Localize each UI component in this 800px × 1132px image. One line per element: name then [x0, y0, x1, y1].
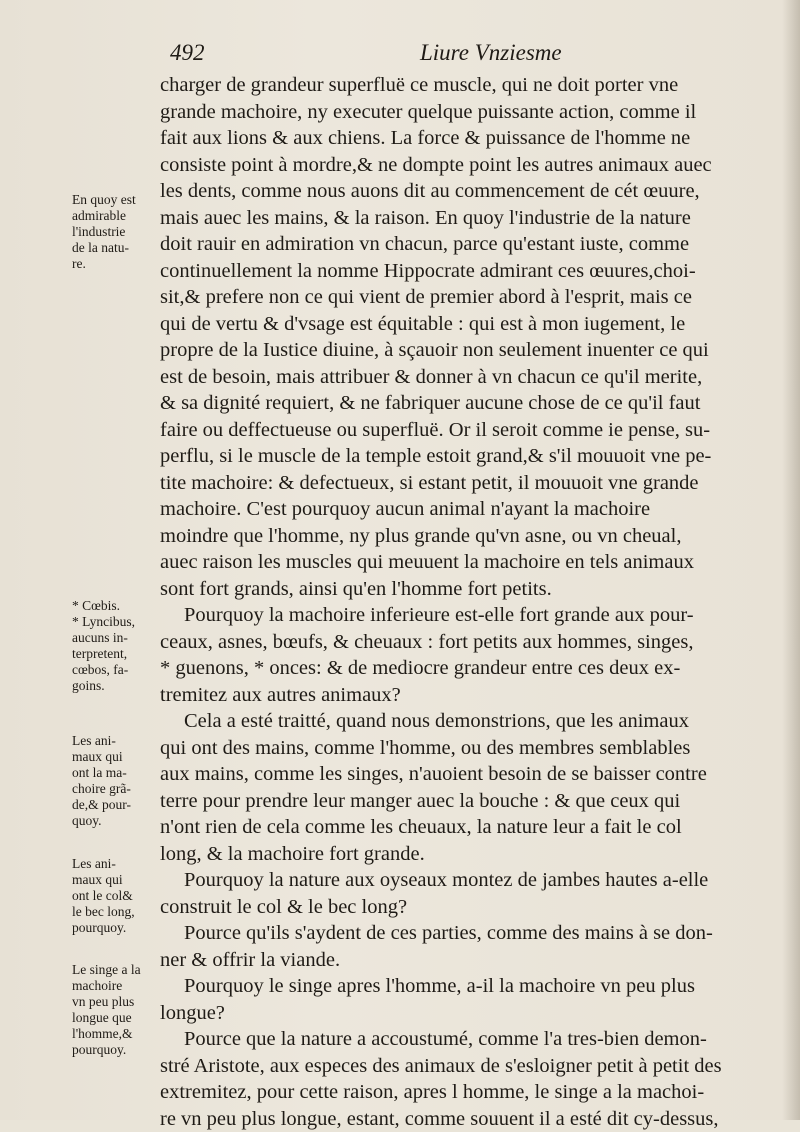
marginal-note-line: maux qui [72, 872, 156, 888]
text-line: les dents, comme nous auons dit au commencement de cét œuure, [160, 178, 770, 205]
text-line: Pource que la nature a accoustumé, comme l'a tres-bien demon- [160, 1026, 770, 1053]
text-line: terre pour prendre leur manger auec la bouche : & que ceux qui [160, 788, 770, 815]
text-line: sont fort grands, ainsi qu'en l'homme fort petits. [160, 576, 770, 603]
marginal-note-line: maux qui [72, 749, 156, 765]
text-line: perflu, si le muscle de la temple estoit grand,& s'il mouuoit vne pe- [160, 443, 770, 470]
text-line: Cela a esté traitté, quand nous demonstrions, que les animaux [160, 708, 770, 735]
marginal-note [72, 962, 156, 1058]
text-line: Pourquoy le singe apres l'homme, a-il la machoire vn peu plus [160, 973, 770, 1000]
marginal-note [72, 598, 156, 694]
marginal-note [72, 733, 156, 829]
text-line: extremitez, pour cette raison, apres l homme, le singe a la machoi- [160, 1079, 770, 1106]
text-line: grande machoire, ny executer quelque puissante action, comme il [160, 99, 770, 126]
marginal-note-line: l'homme,& [72, 1026, 156, 1042]
marginal-note-line: le bec long, [72, 904, 156, 920]
marginal-note-line: vn peu plus [72, 994, 156, 1010]
marginal-note-line: pourquoy. [72, 1042, 156, 1058]
text-line: Pource qu'ils s'aydent de ces parties, comme des mains à se don- [160, 920, 770, 947]
text-line: tremitez aux autres animaux? [160, 682, 770, 709]
marginal-note-line: machoire [72, 978, 156, 994]
marginal-note-line: quoy. [72, 813, 156, 829]
marginal-note-line: aucuns in- [72, 630, 156, 646]
text-line: qui de vertu & d'vsage est équitable : qui est à mon iugement, le [160, 311, 770, 338]
text-line: tite machoire: & defectueux, si estant petit, il mouuoit vne grande [160, 470, 770, 497]
marginal-note-line: l'industrie [72, 224, 156, 240]
text-line: faire ou deffectueuse ou superfluë. Or il seroit comme ie pense, su- [160, 417, 770, 444]
text-line: sit,& prefere non ce qui vient de premier abord à l'esprit, mais ce [160, 284, 770, 311]
text-line: & sa dignité requiert, & ne fabriquer aucune chose de ce qu'il faut [160, 390, 770, 417]
text-line: charger de grandeur superfluë ce muscle, qui ne doit porter vne [160, 72, 770, 99]
marginal-note-line: ont la ma- [72, 765, 156, 781]
marginal-note-line: de la natu- [72, 240, 156, 256]
text-line: aux mains, comme les singes, n'auoient besoin de se baisser contre [160, 761, 770, 788]
marginal-note-line: * Lyncibus, [72, 614, 156, 630]
page-header [170, 40, 730, 70]
text-line: fait aux lions & aux chiens. La force & puissance de l'homme ne [160, 125, 770, 152]
text-line: continuellement la nomme Hippocrate admirant ces œuures,choi- [160, 258, 770, 285]
marginal-note-line: terpretent, [72, 646, 156, 662]
marginal-note-line: * Cœbis. [72, 598, 156, 614]
marginal-note-line: En quoy est [72, 192, 156, 208]
text-line: long, & la machoire fort grande. [160, 841, 770, 868]
text-line: est de besoin, mais attribuer & donner à vn chacun ce qu'il merite, [160, 364, 770, 391]
page-edge-shadow [782, 0, 800, 1120]
marginal-note-line: de,& pour- [72, 797, 156, 813]
text-line: ner & offrir la viande. [160, 947, 770, 974]
text-line: mais auec les mains, & la raison. En quoy l'industrie de la nature [160, 205, 770, 232]
marginal-note-line: Les ani- [72, 856, 156, 872]
page-number: 492 [170, 40, 205, 66]
text-line: auec raison les muscles qui meuuent la machoire en tels animaux [160, 549, 770, 576]
text-line: Pourquoy la nature aux oyseaux montez de jambes hautes a-elle [160, 867, 770, 894]
text-line: doit rauir en admiration vn chacun, parce qu'estant iuste, comme [160, 231, 770, 258]
marginal-note-line: longue que [72, 1010, 156, 1026]
marginal-note-line: Le singe a la [72, 962, 156, 978]
text-line: moindre que l'homme, ny plus grande qu'vn asne, ou vn cheual, [160, 523, 770, 550]
text-line: n'ont rien de cela comme les cheuaux, la nature leur a fait le col [160, 814, 770, 841]
text-line: * guenons, * onces: & de mediocre grandeur entre ces deux ex- [160, 655, 770, 682]
marginal-note-line: ont le col& [72, 888, 156, 904]
text-line: re vn peu plus longue, estant, comme souuent il a esté dit cy-dessus, [160, 1106, 770, 1132]
text-line: consiste point à mordre,& ne dompte point les autres animaux auec [160, 152, 770, 179]
marginal-note-line: goins. [72, 678, 156, 694]
text-line: qui ont des mains, comme l'homme, ou des membres semblables [160, 735, 770, 762]
text-line: longue? [160, 1000, 770, 1027]
marginal-note-line: admirable [72, 208, 156, 224]
marginal-note-line: re. [72, 256, 156, 272]
text-line: ceaux, asnes, bœufs, & cheuaux : fort petits aux hommes, singes, [160, 629, 770, 656]
text-line: propre de la Iustice diuine, à sçauoir non seulement inuenter ce qui [160, 337, 770, 364]
marginal-note-line: cœbos, fa- [72, 662, 156, 678]
text-line: Pourquoy la machoire inferieure est-elle fort grande aux pour- [160, 602, 770, 629]
marginal-note-line: pourquoy. [72, 920, 156, 936]
main-text-column [160, 72, 770, 1132]
text-line: machoire. C'est pourquoy aucun animal n'ayant la machoire [160, 496, 770, 523]
marginal-note [72, 856, 156, 936]
marginal-note-line: choire grã- [72, 781, 156, 797]
text-line: construit le col & le bec long? [160, 894, 770, 921]
running-title: Liure Vnziesme [420, 40, 562, 66]
text-line: stré Aristote, aux especes des animaux de s'esloigner petit à petit des [160, 1053, 770, 1080]
marginal-note-line: Les ani- [72, 733, 156, 749]
marginal-note [72, 192, 156, 272]
